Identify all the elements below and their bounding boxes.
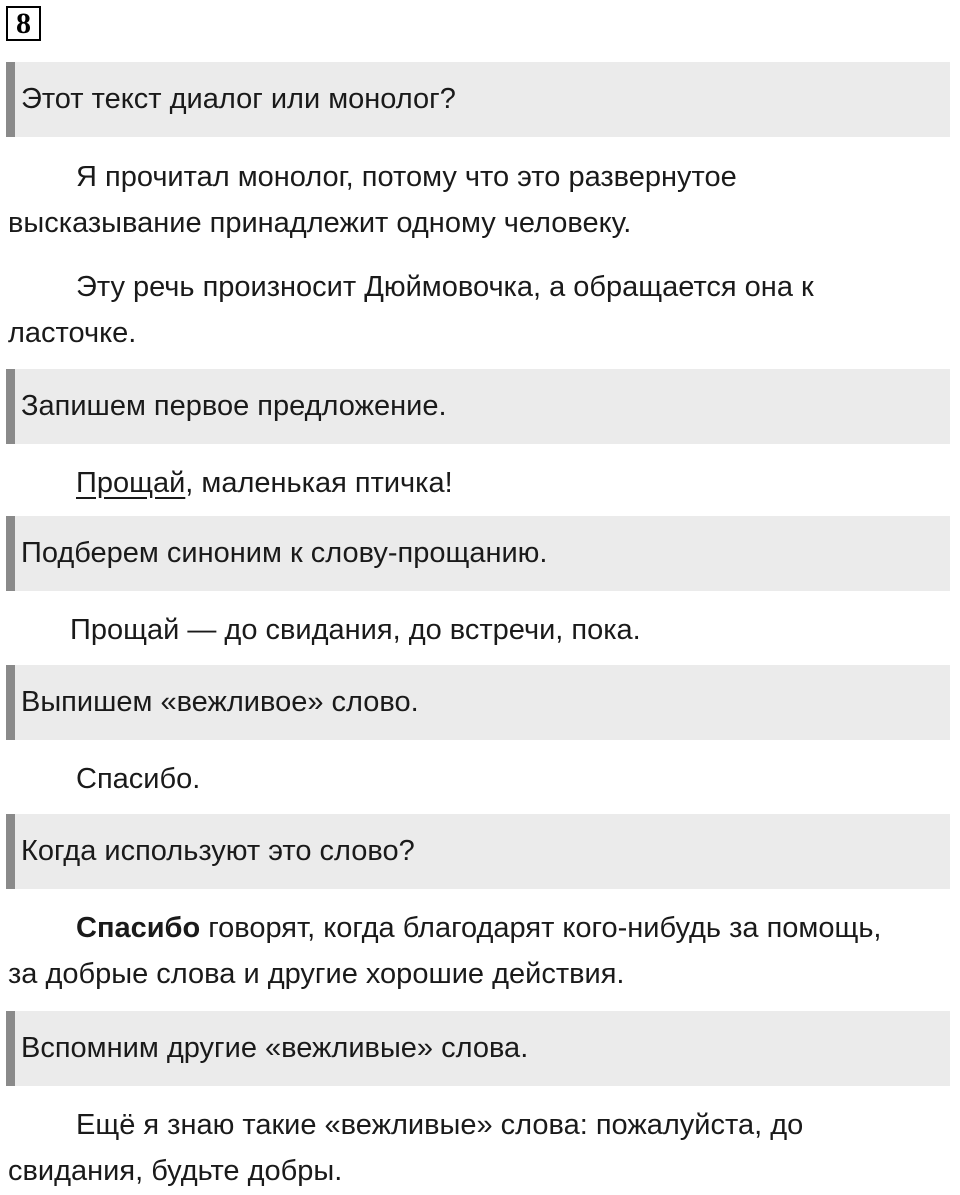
answer-paragraph-6 — [8, 905, 908, 997]
question-bar-4: Выпишем «вежливое» слово. — [6, 665, 950, 740]
sentence-rest: , маленькая птичка! — [185, 467, 453, 499]
answer-paragraph-2: Эту речь произносит Дюймовочка, а обращается она к ласточке. — [8, 271, 814, 349]
question-bar-2: Запишем первое предложение. — [6, 369, 950, 444]
answer-paragraph-5: Спасибо. — [76, 763, 201, 795]
answer-paragraph-4: Прощай — до свидания, до встречи, пока. — [70, 614, 641, 646]
task-number-badge: 8 — [6, 6, 41, 41]
question-bar-3: Подберем синоним к слову-прощанию. — [6, 516, 950, 591]
question-bar-1: Этот текст диалог или монолог? — [6, 62, 950, 137]
question-bar-6: Вспомним другие «вежливые» слова. — [6, 1011, 950, 1086]
bold-word: Спасибо — [76, 912, 201, 944]
answer-paragraph-7: Ещё я знаю такие «вежливые» слова: пожалуйста, до свидания, будьте добры. — [8, 1109, 804, 1187]
sentence-rest: говорят, когда благодарят кого-нибудь за помощь, за добрые слова и другие хорошие действия. — [8, 912, 882, 990]
answer-paragraph-3 — [8, 460, 908, 506]
answer-paragraph-1: Я прочитал монолог, потому что это развернутое высказывание принадлежит одному человеку. — [8, 161, 737, 239]
question-bar-5: Когда используют это слово? — [6, 814, 950, 889]
underlined-word: Прощай — [76, 467, 186, 499]
